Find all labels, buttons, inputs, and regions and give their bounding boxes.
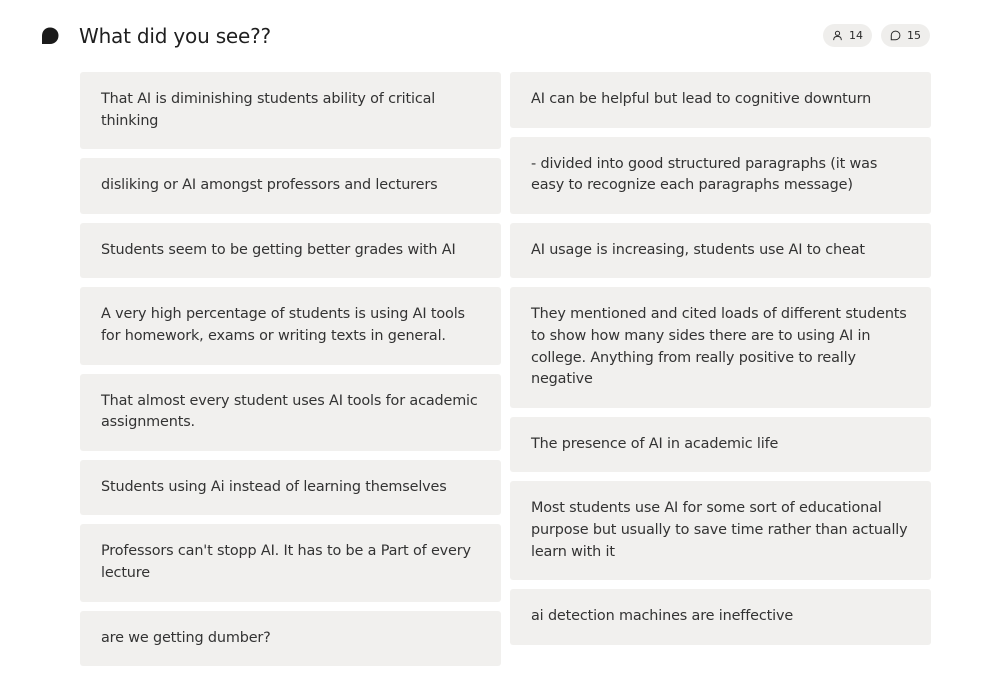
response-card: are we getting dumber? (80, 611, 501, 667)
stats-bar (823, 24, 930, 47)
response-card: Students using Ai instead of learning themselves (80, 460, 501, 516)
response-card: Professors can't stopp AI. It has to be a Part of every lecture (80, 524, 501, 601)
page-title: What did you see?? (79, 24, 271, 48)
response-card: A very high percentage of students is using AI tools for homework, exams or writing texts in general. (80, 287, 501, 364)
speech-bubble-logo-icon (40, 26, 60, 46)
responses-column-right (510, 72, 931, 666)
response-card: That almost every student uses AI tools for academic assignments. (80, 374, 501, 451)
response-card: - divided into good structured paragraphs (it was easy to recognize each paragraphs message) (510, 137, 931, 214)
response-card: ai detection machines are ineffective (510, 589, 931, 645)
participants-count-badge (823, 24, 872, 47)
responses-grid (80, 72, 931, 666)
response-card: The presence of AI in academic life (510, 417, 931, 473)
response-card: AI can be helpful but lead to cognitive downturn (510, 72, 931, 128)
response-card: Most students use AI for some sort of educational purpose but usually to save time rather than actually learn with it (510, 481, 931, 580)
responses-count-badge (881, 24, 930, 47)
responses-count: 15 (907, 29, 921, 42)
responses-column-left (80, 72, 501, 666)
response-card: AI usage is increasing, students use AI to cheat (510, 223, 931, 279)
response-card: disliking or AI amongst professors and lecturers (80, 158, 501, 214)
response-card: That AI is diminishing students ability of critical thinking (80, 72, 501, 149)
comment-icon (890, 30, 901, 41)
response-card: They mentioned and cited loads of different students to show how many sides there are to using AI in college. Anything from really positive to really negative (510, 287, 931, 407)
participants-count: 14 (849, 29, 863, 42)
user-icon (832, 30, 843, 41)
response-card: Students seem to be getting better grades with AI (80, 223, 501, 279)
